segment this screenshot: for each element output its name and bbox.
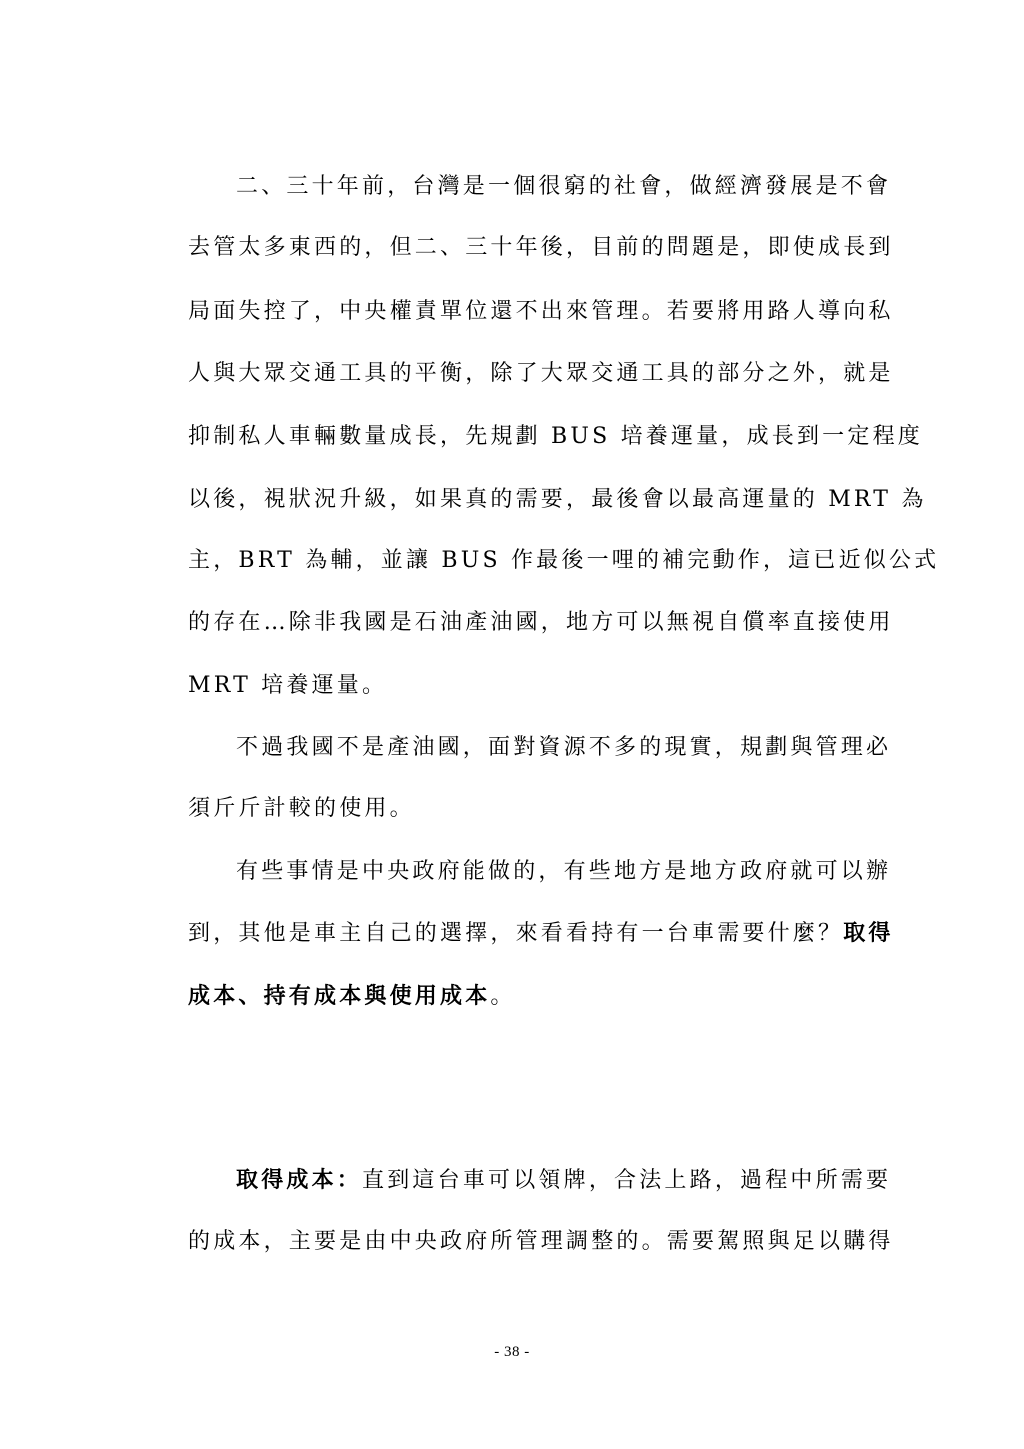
paragraph-3-line-2-bold-text: 取得 bbox=[843, 920, 894, 946]
paragraph-2-line-1: 不過我國不是產油國，面對資源不多的現實，規劃與管理必 bbox=[236, 735, 892, 760]
paragraph-1-line-9: MRT 培養運量。 bbox=[188, 673, 388, 698]
paragraph-3-line-3-text: 。 bbox=[490, 984, 516, 1009]
paragraph-1-line-5: 抑制私人車輛數量成長，先規劃 BUS 培養運量，成長到一定程度 bbox=[188, 424, 923, 449]
paragraph-1-line-1: 二、三十年前，台灣是一個很窮的社會，做經濟發展是不會 bbox=[236, 174, 892, 199]
paragraph-3-line-3 bbox=[188, 976, 516, 1016]
paragraph-1-line-2: 去管太多東西的，但二、三十年後，目前的問題是，即使成長到 bbox=[188, 235, 894, 260]
paragraph-3-line-1: 有些事情是中央政府能做的，有些地方是地方政府就可以辦 bbox=[236, 859, 892, 884]
paragraph-2-line-2: 須斤斤計較的使用。 bbox=[188, 796, 415, 821]
paragraph-1-line-4: 人與大眾交通工具的平衡，除了大眾交通工具的部分之外，就是 bbox=[188, 361, 894, 386]
paragraph-1-line-7: 主，BRT 為輔，並讓 BUS 作最後一哩的補完動作，這已近似公式 bbox=[188, 548, 940, 573]
paragraph-4-heading: 取得成本： bbox=[236, 1167, 363, 1193]
paragraph-1-line-3: 局面失控了，中央權責單位還不出來管理。若要將用路人導向私 bbox=[188, 299, 894, 324]
paragraph-4-line-1-text: 直到這台車可以領牌，合法上路，過程中所需要 bbox=[362, 1168, 892, 1193]
paragraph-1-line-6: 以後，視狀況升級，如果真的需要，最後會以最高運量的 MRT 為 bbox=[188, 487, 927, 512]
paragraph-4-line-2: 的成本，主要是由中央政府所管理調整的。需要駕照與足以購得 bbox=[188, 1229, 894, 1254]
page-number: - 38 - bbox=[494, 1344, 530, 1360]
paragraph-3-line-2-text: 到，其他是車主自己的選擇，來看看持有一台車需要什麼？ bbox=[188, 921, 844, 946]
paragraph-1-line-8: 的存在…除非我國是石油產油國，地方可以無視自償率直接使用 bbox=[188, 610, 894, 635]
paragraph-3-line-3-bold-text: 成本、持有成本與使用成本 bbox=[188, 983, 491, 1009]
paragraph-4-line-1 bbox=[236, 1160, 891, 1200]
paragraph-3-line-2 bbox=[188, 913, 894, 953]
